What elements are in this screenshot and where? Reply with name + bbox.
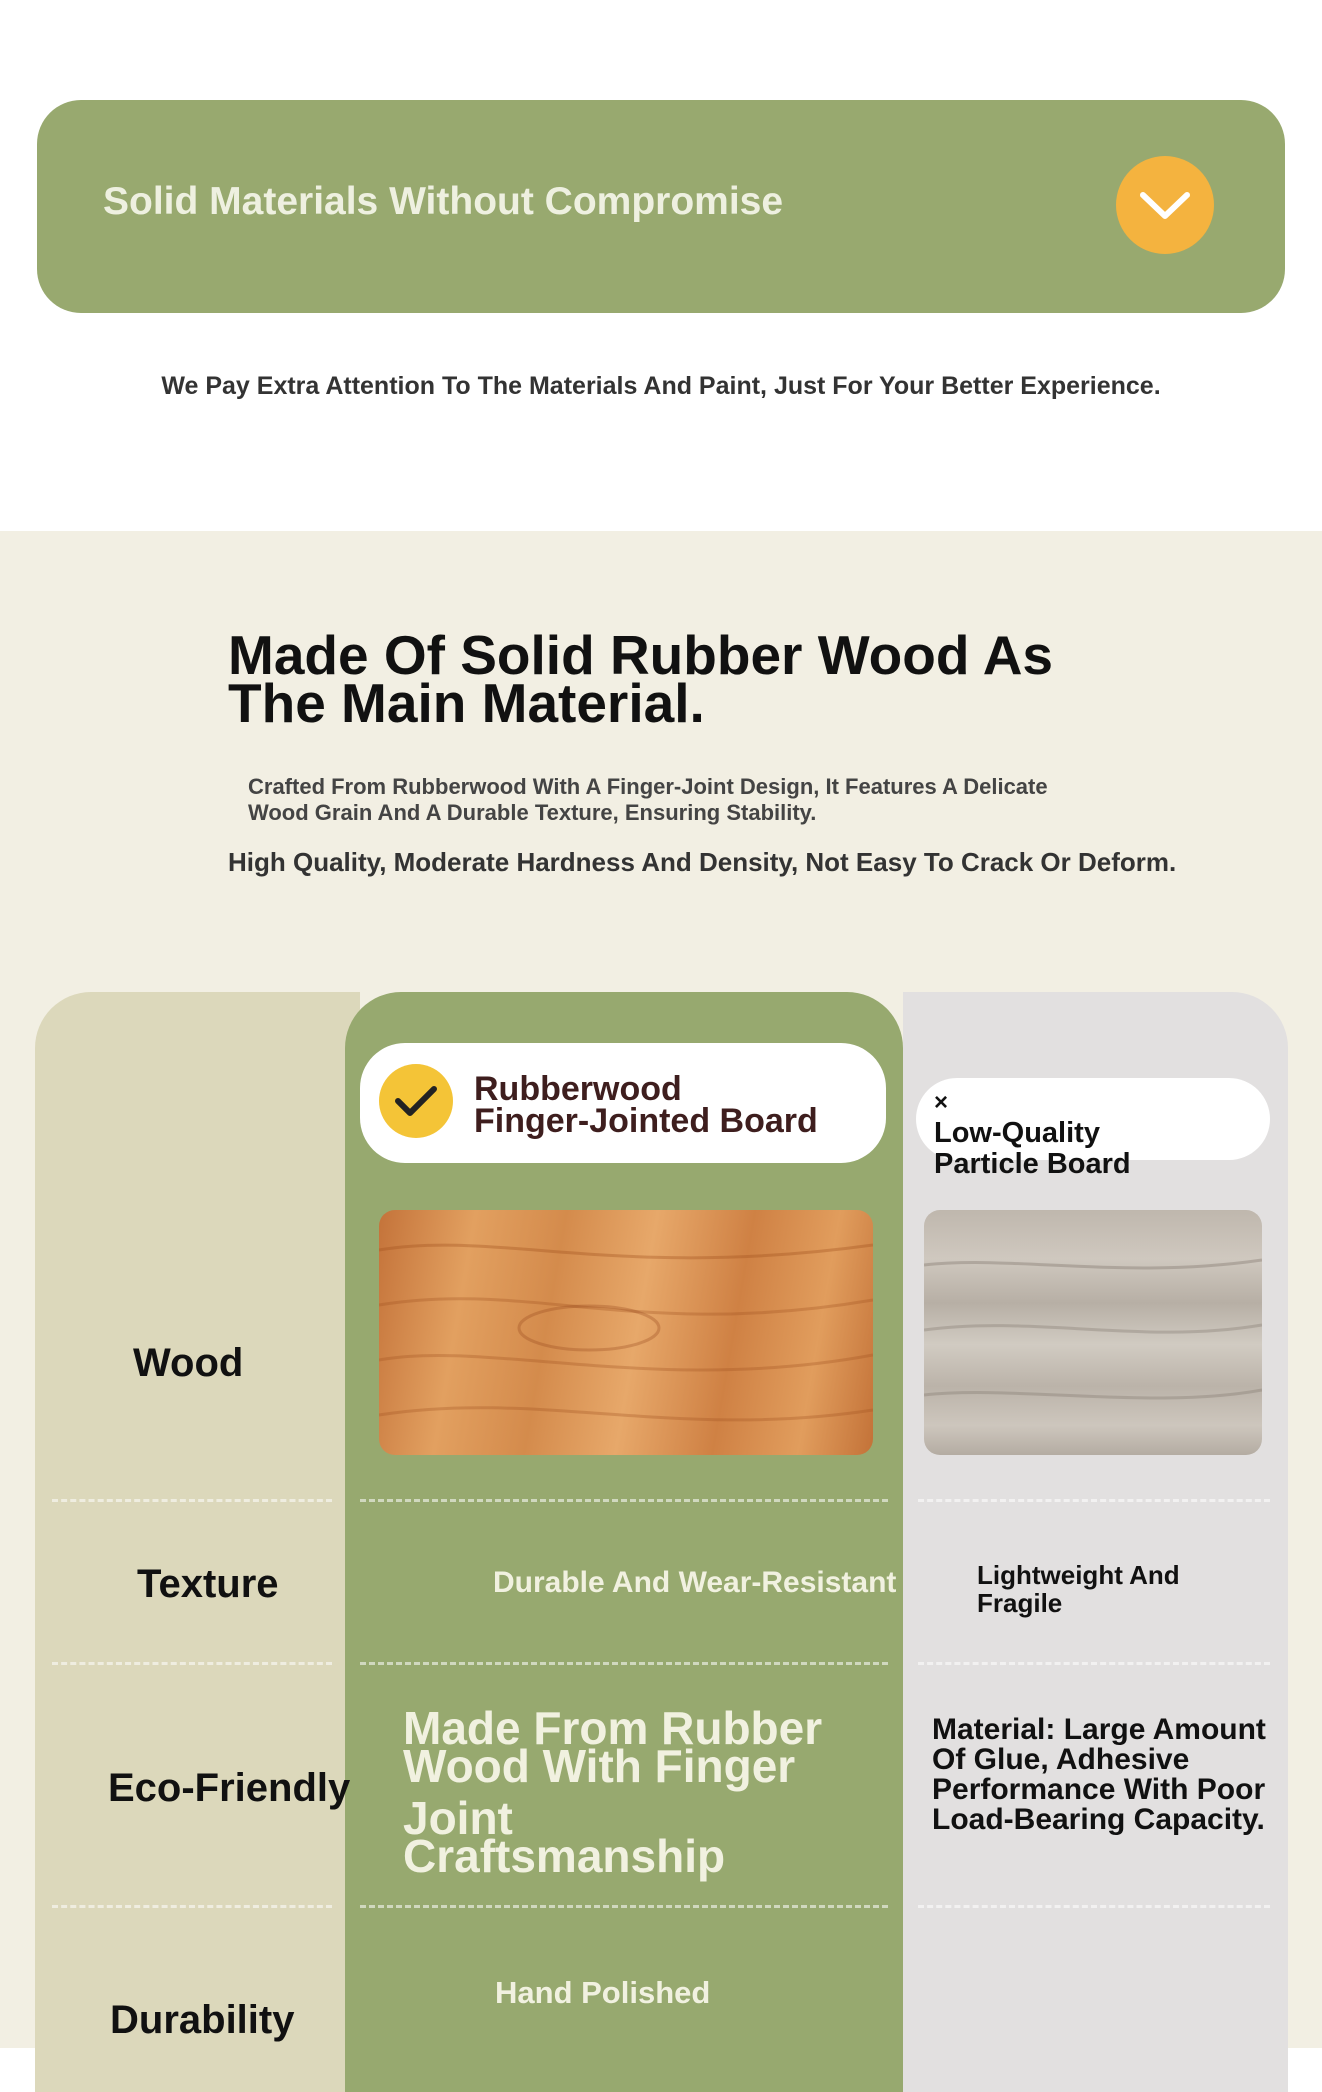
chevron-down-icon [1137, 187, 1193, 223]
particle-grain-pattern [924, 1210, 1262, 1455]
good-title-line: Rubberwood [474, 1070, 682, 1108]
bad-column-title [934, 1087, 1131, 1180]
check-icon [393, 1083, 439, 1119]
good-texture-value: Durable And Wear-Resistant [493, 1566, 897, 1599]
particle-board-sample-image [924, 1210, 1262, 1455]
bad-title-line: Particle Board [934, 1148, 1131, 1180]
row-label-wood: Wood [133, 1341, 244, 1385]
good-durability-value: Hand Polished [495, 1975, 711, 2010]
bad-texture-line: Lightweight And [977, 1560, 1180, 1590]
banner-title: Solid Materials Without Compromise [103, 180, 784, 223]
row-divider [918, 1662, 1270, 1665]
bad-title-text: Low-Quality [934, 1117, 1100, 1149]
rubberwood-sample-image [379, 1210, 873, 1455]
row-divider [360, 1662, 888, 1665]
wood-grain-pattern [379, 1210, 873, 1455]
material-highlight: High Quality, Moderate Hardness And Density, Not Easy To Crack Or Deform. [228, 847, 1177, 877]
row-divider [52, 1905, 332, 1908]
bad-texture-value [977, 1561, 1180, 1617]
good-eco-line: Joint [403, 1792, 513, 1844]
material-description [248, 774, 1048, 826]
expand-button[interactable] [1116, 156, 1214, 254]
check-badge [379, 1064, 453, 1138]
good-eco-line: Wood With Finger [403, 1740, 796, 1792]
headline-line: The Main Material. [228, 672, 705, 734]
row-divider [52, 1499, 332, 1502]
good-column-title [474, 1070, 818, 1140]
row-divider [360, 1905, 888, 1908]
bad-eco-line: Material: Large Amount [932, 1713, 1266, 1746]
row-divider [52, 1662, 332, 1665]
bad-eco-line: Performance With Poor [932, 1773, 1266, 1806]
row-label-eco-friendly: Eco-Friendly [108, 1766, 351, 1810]
good-title-line: Finger-Jointed Board [474, 1102, 818, 1140]
good-eco-value [403, 1702, 823, 1882]
close-icon: × [934, 1089, 949, 1116]
bad-eco-line: Load-Bearing Capacity. [932, 1803, 1265, 1836]
row-label-texture: Texture [137, 1562, 279, 1606]
row-divider [918, 1499, 1270, 1502]
material-headline [228, 624, 1053, 734]
description-line: Crafted From Rubberwood With A Finger-Joint Design, It Features A Delicate [248, 774, 1048, 799]
comparison-label-column [35, 992, 360, 2092]
bad-eco-line: Of Glue, Adhesive [932, 1743, 1190, 1776]
row-label-durability: Durability [110, 1998, 295, 2042]
tagline: We Pay Extra Attention To The Materials And Paint, Just For Your Better Experience. [161, 372, 1161, 400]
bad-texture-line: Fragile [977, 1588, 1063, 1618]
headline-line: Made Of Solid Rubber Wood As [228, 624, 1053, 686]
good-eco-line: Craftsmanship [403, 1830, 726, 1882]
row-divider [918, 1905, 1270, 1908]
good-eco-line: Made From Rubber [403, 1702, 823, 1754]
description-line: Wood Grain And A Durable Texture, Ensuring Stability. [248, 800, 817, 825]
section-banner[interactable] [37, 100, 1285, 313]
bad-title-line [934, 1087, 1131, 1149]
bad-eco-value [932, 1715, 1266, 1835]
row-divider [360, 1499, 888, 1502]
